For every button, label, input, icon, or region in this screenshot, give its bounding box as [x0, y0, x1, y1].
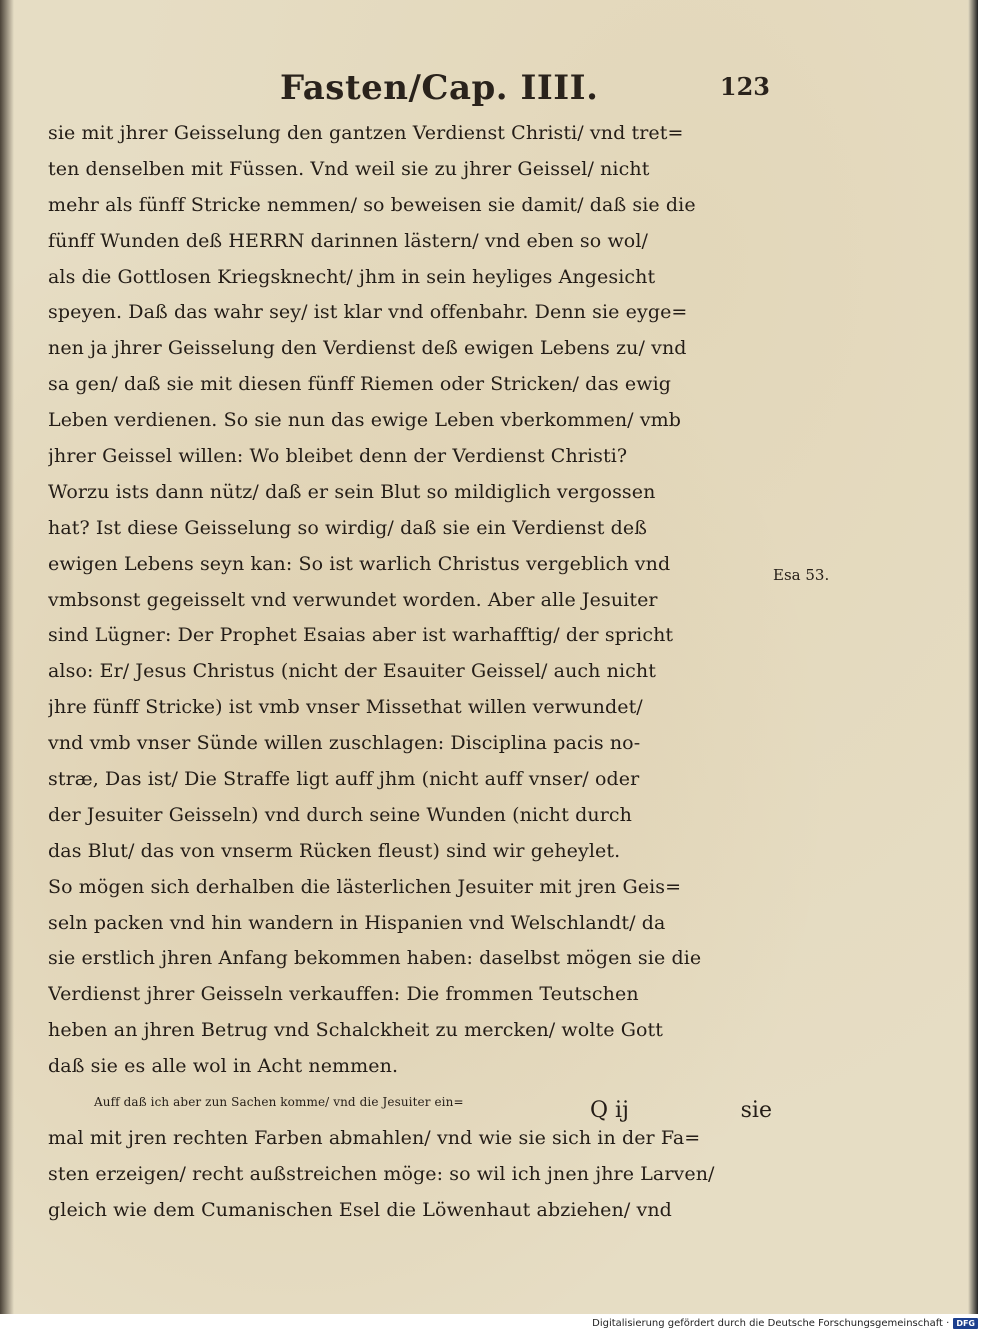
text-line: sie erstlich jhren Anfang bekommen haben: daselbst mögen sie die [48, 947, 702, 970]
text-line: sind Lügner: Der Prophet Esaias aber ist warhafftig/ der spricht [48, 624, 674, 647]
page-edge [968, 0, 978, 1314]
text-line: stræ, Das ist/ Die Straffe ligt auff jhm (nicht auff vnser/ oder [48, 768, 640, 791]
page-footer [590, 1098, 772, 1130]
text-line: als die Gottlosen Kriegsknecht/ jhm in sein heyliges Angesicht [48, 265, 656, 288]
text-line: das Blut/ das von vnserm Rücken fleust) sind wir geheylet. [48, 839, 621, 862]
text-line: mal mit jren rechten Farben abmahlen/ vnd wie sie sich in der Fa= [48, 1126, 701, 1149]
text-line: vnd vmb vnser Sünde willen zuschlagen: Disciplina pacis no- [48, 732, 641, 755]
body-text [48, 116, 770, 1229]
scan-credit-text: Digitalisierung gefördert durch die Deutsche Forschungsgemeinschaft · [592, 1318, 950, 1329]
text-line: sa gen/ daß sie mit diesen fünff Riemen oder Stricken/ das ewig [48, 373, 672, 396]
text-line: nen ja jhrer Geisselung den Verdienst deß ewigen Lebens zu/ vnd [48, 337, 687, 360]
text-line: der Jesuiter Geisseln) vnd durch seine Wunden (nicht durch [48, 803, 632, 826]
text-line: jhrer Geissel willen: Wo bleibet denn der Verdienst Christi? [48, 445, 628, 468]
text-line: also: Er/ Jesus Christus (nicht der Esauiter Geissel/ auch nicht [48, 660, 656, 683]
margin-note: Esa 53. [773, 566, 830, 584]
page-header [280, 68, 770, 112]
text-line: ewigen Lebens seyn kan: So ist warlich Christus vergeblich vnd [48, 552, 671, 575]
dfg-logo: DFG [953, 1318, 978, 1329]
text-line: mehr als fünff Stricke nemmen/ so beweisen sie damit/ daß sie die [48, 193, 696, 216]
text-line: Auff daß ich aber zun Sachen komme/ vnd die Jesuiter ein= [94, 1095, 464, 1110]
text-line: Verdienst jhrer Geisseln verkauffen: Die frommen Teutschen [48, 983, 639, 1006]
text-line: vmbsonst gegeisselt vnd verwundet worden. Aber alle Jesuiter [48, 588, 658, 611]
text-line: speyen. Daß das wahr sey/ ist klar vnd offenbahr. Denn sie eyge= [48, 301, 688, 324]
text-line: Leben verdienen. So sie nun das ewige Leben vberkommen/ vmb [48, 409, 682, 432]
text-line: heben an jhren Betrug vnd Schalckheit zu mercken/ wolte Gott [48, 1019, 664, 1042]
scan-credit [592, 1318, 978, 1329]
text-line: fünff Wunden deß HERRN darinnen lästern/ vnd eben so wol/ [48, 229, 649, 252]
text-line: sten erzeigen/ recht außstreichen möge: so wil ich jnen jhre Larven/ [48, 1162, 715, 1185]
text-line: seln packen vnd hin wandern in Hispanien vnd Welschlandt/ da [48, 911, 666, 934]
running-title: Fasten/Cap. IIII. [280, 68, 599, 108]
text-line: hat? Ist diese Geisselung so wirdig/ daß sie ein Verdienst deß [48, 516, 648, 539]
text-line: Worzu ists dann nütz/ daß er sein Blut so mildiglich vergossen [48, 480, 656, 503]
page-number: 123 [719, 72, 770, 101]
text-line: sie mit jhrer Geisselung den gantzen Verdienst Christi/ vnd tret= [48, 122, 684, 144]
text-line: gleich wie dem Cumanischen Esel die Löwenhaut abziehen/ vnd [48, 1198, 672, 1221]
catchword: sie [740, 1098, 772, 1123]
text-line: So mögen sich derhalben die lästerlichen Jesuiter mit jren Geis= [48, 875, 682, 898]
text-line: daß sie es alle wol in Acht nemmen. [48, 1055, 399, 1078]
signature-mark: Q ij [590, 1098, 629, 1123]
binding-shadow [0, 0, 14, 1314]
text-line: jhre fünff Stricke) ist vmb vnser Missethat willen verwundet/ [48, 696, 643, 719]
text-line: ten denselben mit Füssen. Vnd weil sie zu jhrer Geissel/ nicht [48, 157, 650, 180]
